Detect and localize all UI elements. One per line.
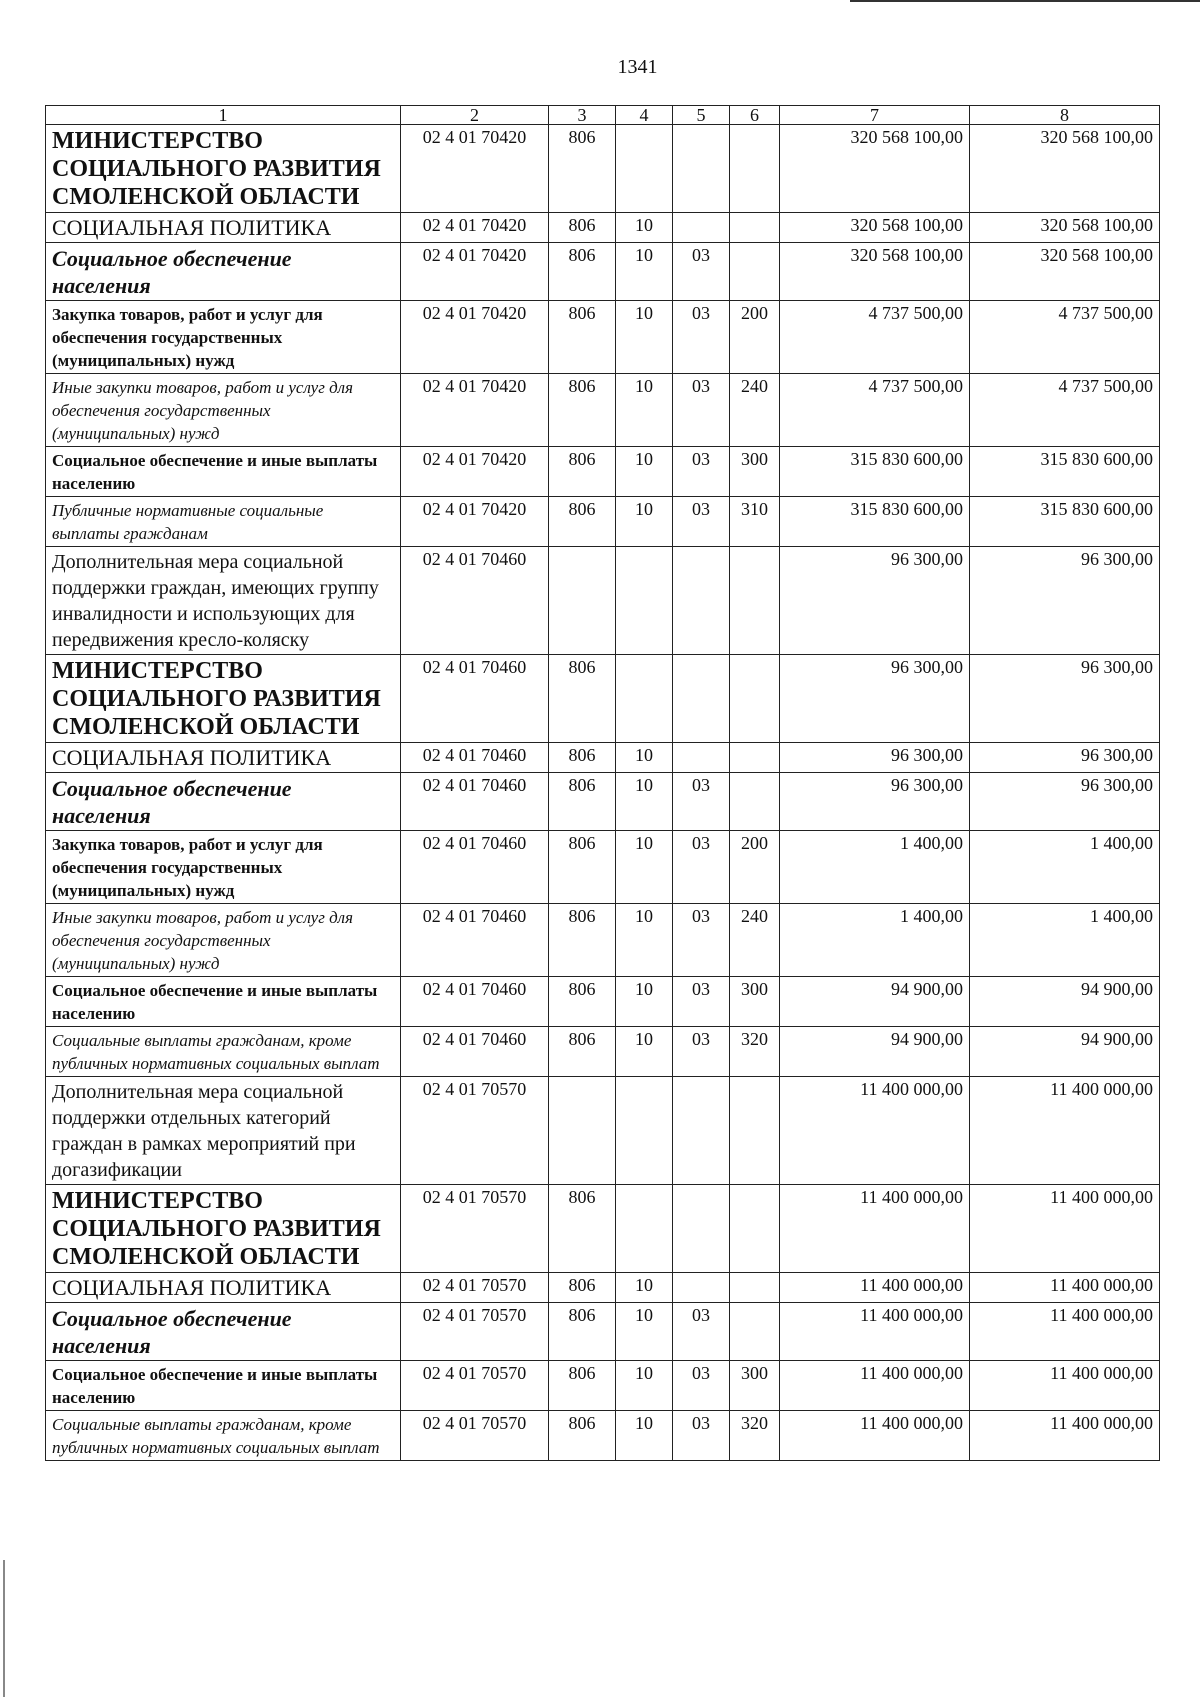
row-name: Дополнительная мера социальной поддержки отдельных категорий граждан в рамках мероприятий при догазификации (46, 1077, 401, 1185)
row-vid-rashodov: 320 (730, 1027, 780, 1077)
row-grbs (549, 547, 616, 655)
row-sum-year2: 320 568 100,00 (970, 125, 1160, 213)
row-grbs: 806 (549, 1303, 616, 1361)
row-name: Публичные нормативные социальные выплаты гражданам (46, 497, 401, 547)
row-sum-year2: 4 737 500,00 (970, 301, 1160, 374)
row-sum-year1: 11 400 000,00 (780, 1273, 970, 1303)
row-razdel: 10 (616, 374, 673, 447)
row-sum-year1: 4 737 500,00 (780, 301, 970, 374)
row-grbs: 806 (549, 497, 616, 547)
row-grbs: 806 (549, 1185, 616, 1273)
row-code: 02 4 01 70460 (401, 743, 549, 773)
row-sum-year1: 96 300,00 (780, 743, 970, 773)
row-name: Социальное обеспечение и иные выплаты населению (46, 1361, 401, 1411)
row-name: Иные закупки товаров, работ и услуг для обеспечения государственных (муниципальных) нужд (46, 904, 401, 977)
row-code: 02 4 01 70570 (401, 1273, 549, 1303)
row-sum-year2: 1 400,00 (970, 831, 1160, 904)
row-vid-rashodov (730, 547, 780, 655)
row-vid-rashodov (730, 1185, 780, 1273)
row-sum-year2: 96 300,00 (970, 655, 1160, 743)
header-cell-2: 2 (401, 106, 549, 125)
row-code: 02 4 01 70570 (401, 1411, 549, 1461)
row-razdel: 10 (616, 213, 673, 243)
table-row (46, 904, 1160, 977)
row-code: 02 4 01 70460 (401, 904, 549, 977)
table-row (46, 374, 1160, 447)
row-grbs: 806 (549, 1411, 616, 1461)
row-sum-year2: 11 400 000,00 (970, 1273, 1160, 1303)
row-sum-year1: 94 900,00 (780, 1027, 970, 1077)
row-razdel: 10 (616, 977, 673, 1027)
table-row (46, 1361, 1160, 1411)
row-code: 02 4 01 70570 (401, 1077, 549, 1185)
row-vid-rashodov (730, 773, 780, 831)
table-row (46, 977, 1160, 1027)
row-sum-year1: 11 400 000,00 (780, 1077, 970, 1185)
row-sum-year2: 94 900,00 (970, 1027, 1160, 1077)
row-vid-rashodov: 300 (730, 1361, 780, 1411)
scan-edge-top (850, 0, 1200, 2)
row-code: 02 4 01 70460 (401, 773, 549, 831)
table-row (46, 1027, 1160, 1077)
row-podrazdel: 03 (673, 1361, 730, 1411)
row-name: Иные закупки товаров, работ и услуг для обеспечения государственных (муниципальных) нужд (46, 374, 401, 447)
row-vid-rashodov (730, 213, 780, 243)
header-cell-4: 4 (616, 106, 673, 125)
row-vid-rashodov: 320 (730, 1411, 780, 1461)
header-cell-3: 3 (549, 106, 616, 125)
row-podrazdel (673, 1273, 730, 1303)
row-podrazdel: 03 (673, 374, 730, 447)
row-sum-year2: 1 400,00 (970, 904, 1160, 977)
row-name: Социальное обеспечение населения (46, 1303, 401, 1361)
table-row (46, 743, 1160, 773)
row-grbs (549, 1077, 616, 1185)
row-razdel (616, 655, 673, 743)
row-sum-year1: 320 568 100,00 (780, 243, 970, 301)
row-podrazdel: 03 (673, 1411, 730, 1461)
row-sum-year1: 94 900,00 (780, 977, 970, 1027)
row-razdel: 10 (616, 1303, 673, 1361)
row-code: 02 4 01 70460 (401, 831, 549, 904)
row-name: Закупка товаров, работ и услуг для обеспечения государственных (муниципальных) нужд (46, 301, 401, 374)
row-grbs: 806 (549, 977, 616, 1027)
row-code: 02 4 01 70420 (401, 213, 549, 243)
row-name: МИНИСТЕРСТВО СОЦИАЛЬНОГО РАЗВИТИЯ СМОЛЕНСКОЙ ОБЛАСТИ (46, 655, 401, 743)
row-vid-rashodov: 240 (730, 904, 780, 977)
table-row (46, 1411, 1160, 1461)
row-grbs: 806 (549, 1361, 616, 1411)
row-sum-year2: 94 900,00 (970, 977, 1160, 1027)
row-podrazdel: 03 (673, 497, 730, 547)
row-grbs: 806 (549, 213, 616, 243)
row-code: 02 4 01 70420 (401, 374, 549, 447)
row-vid-rashodov (730, 243, 780, 301)
row-grbs: 806 (549, 243, 616, 301)
table-row (46, 655, 1160, 743)
row-podrazdel: 03 (673, 977, 730, 1027)
row-razdel (616, 1185, 673, 1273)
row-grbs: 806 (549, 655, 616, 743)
row-sum-year1: 315 830 600,00 (780, 447, 970, 497)
row-name: МИНИСТЕРСТВО СОЦИАЛЬНОГО РАЗВИТИЯ СМОЛЕНСКОЙ ОБЛАСТИ (46, 125, 401, 213)
row-podrazdel: 03 (673, 301, 730, 374)
row-code: 02 4 01 70420 (401, 243, 549, 301)
row-sum-year1: 11 400 000,00 (780, 1185, 970, 1273)
row-podrazdel (673, 1077, 730, 1185)
page-number: 1341 (617, 56, 658, 78)
row-sum-year2: 11 400 000,00 (970, 1411, 1160, 1461)
header-cell-5: 5 (673, 106, 730, 125)
table-row (46, 1077, 1160, 1185)
row-razdel (616, 125, 673, 213)
row-sum-year1: 320 568 100,00 (780, 125, 970, 213)
row-code: 02 4 01 70420 (401, 125, 549, 213)
row-vid-rashodov (730, 743, 780, 773)
row-code: 02 4 01 70420 (401, 301, 549, 374)
row-sum-year1: 11 400 000,00 (780, 1411, 970, 1461)
table-row (46, 497, 1160, 547)
row-razdel: 10 (616, 243, 673, 301)
row-name: Закупка товаров, работ и услуг для обеспечения государственных (муниципальных) нужд (46, 831, 401, 904)
row-sum-year2: 96 300,00 (970, 773, 1160, 831)
row-razdel: 10 (616, 831, 673, 904)
row-sum-year2: 11 400 000,00 (970, 1185, 1160, 1273)
row-name: Социальное обеспечение и иные выплаты населению (46, 977, 401, 1027)
row-sum-year2: 320 568 100,00 (970, 213, 1160, 243)
row-podrazdel (673, 125, 730, 213)
row-code: 02 4 01 70570 (401, 1185, 549, 1273)
header-cell-7: 7 (780, 106, 970, 125)
row-sum-year2: 315 830 600,00 (970, 447, 1160, 497)
row-podrazdel: 03 (673, 773, 730, 831)
row-vid-rashodov: 300 (730, 447, 780, 497)
row-code: 02 4 01 70570 (401, 1361, 549, 1411)
row-sum-year2: 4 737 500,00 (970, 374, 1160, 447)
row-podrazdel (673, 743, 730, 773)
row-sum-year2: 11 400 000,00 (970, 1303, 1160, 1361)
row-name: СОЦИАЛЬНАЯ ПОЛИТИКА (46, 213, 401, 243)
row-code: 02 4 01 70420 (401, 497, 549, 547)
row-podrazdel (673, 547, 730, 655)
header-cell-8: 8 (970, 106, 1160, 125)
row-name: Социальное обеспечение населения (46, 243, 401, 301)
row-name: Социальное обеспечение и иные выплаты населению (46, 447, 401, 497)
row-razdel: 10 (616, 1273, 673, 1303)
row-razdel: 10 (616, 773, 673, 831)
row-sum-year1: 96 300,00 (780, 655, 970, 743)
table-row (46, 1185, 1160, 1273)
row-vid-rashodov: 240 (730, 374, 780, 447)
row-vid-rashodov (730, 125, 780, 213)
row-razdel: 10 (616, 447, 673, 497)
row-podrazdel: 03 (673, 1303, 730, 1361)
row-sum-year2: 320 568 100,00 (970, 243, 1160, 301)
row-sum-year2: 315 830 600,00 (970, 497, 1160, 547)
row-sum-year1: 11 400 000,00 (780, 1303, 970, 1361)
row-sum-year2: 96 300,00 (970, 743, 1160, 773)
row-grbs: 806 (549, 125, 616, 213)
row-razdel (616, 1077, 673, 1185)
row-podrazdel: 03 (673, 904, 730, 977)
table-row (46, 1303, 1160, 1361)
row-podrazdel: 03 (673, 243, 730, 301)
row-code: 02 4 01 70460 (401, 977, 549, 1027)
row-vid-rashodov: 200 (730, 301, 780, 374)
row-razdel: 10 (616, 301, 673, 374)
row-vid-rashodov (730, 655, 780, 743)
row-sum-year1: 11 400 000,00 (780, 1361, 970, 1411)
row-code: 02 4 01 70460 (401, 1027, 549, 1077)
row-podrazdel (673, 655, 730, 743)
row-razdel: 10 (616, 904, 673, 977)
row-code: 02 4 01 70420 (401, 447, 549, 497)
scan-edge-left (3, 1560, 5, 1697)
budget-table (45, 105, 1160, 1461)
header-cell-6: 6 (730, 106, 780, 125)
row-grbs: 806 (549, 374, 616, 447)
row-podrazdel (673, 213, 730, 243)
row-vid-rashodov: 310 (730, 497, 780, 547)
row-sum-year1: 1 400,00 (780, 831, 970, 904)
row-sum-year2: 11 400 000,00 (970, 1077, 1160, 1185)
row-grbs: 806 (549, 831, 616, 904)
row-razdel: 10 (616, 497, 673, 547)
row-vid-rashodov (730, 1077, 780, 1185)
row-grbs: 806 (549, 1027, 616, 1077)
row-name: Социальные выплаты гражданам, кроме публичных нормативных социальных выплат (46, 1027, 401, 1077)
row-grbs: 806 (549, 904, 616, 977)
row-code: 02 4 01 70460 (401, 547, 549, 655)
row-grbs: 806 (549, 773, 616, 831)
row-sum-year1: 320 568 100,00 (780, 213, 970, 243)
row-sum-year1: 4 737 500,00 (780, 374, 970, 447)
table-row (46, 547, 1160, 655)
row-name: МИНИСТЕРСТВО СОЦИАЛЬНОГО РАЗВИТИЯ СМОЛЕНСКОЙ ОБЛАСТИ (46, 1185, 401, 1273)
row-razdel: 10 (616, 743, 673, 773)
table-row (46, 213, 1160, 243)
row-code: 02 4 01 70460 (401, 655, 549, 743)
row-name: Социальное обеспечение населения (46, 773, 401, 831)
row-sum-year1: 96 300,00 (780, 547, 970, 655)
row-vid-rashodov (730, 1303, 780, 1361)
table-row (46, 773, 1160, 831)
row-name: Дополнительная мера социальной поддержки граждан, имеющих группу инвалидности и использующих для передвижения кресло-коляску (46, 547, 401, 655)
row-name: СОЦИАЛЬНАЯ ПОЛИТИКА (46, 743, 401, 773)
row-grbs: 806 (549, 301, 616, 374)
row-razdel: 10 (616, 1361, 673, 1411)
row-sum-year2: 96 300,00 (970, 547, 1160, 655)
table-row (46, 243, 1160, 301)
row-razdel: 10 (616, 1411, 673, 1461)
row-name: СОЦИАЛЬНАЯ ПОЛИТИКА (46, 1273, 401, 1303)
header-row (46, 106, 1160, 125)
row-code: 02 4 01 70570 (401, 1303, 549, 1361)
row-sum-year1: 96 300,00 (780, 773, 970, 831)
row-razdel: 10 (616, 1027, 673, 1077)
row-vid-rashodov: 200 (730, 831, 780, 904)
row-grbs: 806 (549, 743, 616, 773)
table-row (46, 447, 1160, 497)
row-vid-rashodov (730, 1273, 780, 1303)
row-sum-year1: 315 830 600,00 (780, 497, 970, 547)
row-podrazdel: 03 (673, 1027, 730, 1077)
row-vid-rashodov: 300 (730, 977, 780, 1027)
header-cell-1: 1 (46, 106, 401, 125)
row-grbs: 806 (549, 447, 616, 497)
row-podrazdel (673, 1185, 730, 1273)
row-grbs: 806 (549, 1273, 616, 1303)
row-podrazdel: 03 (673, 447, 730, 497)
row-razdel (616, 547, 673, 655)
row-name: Социальные выплаты гражданам, кроме публичных нормативных социальных выплат (46, 1411, 401, 1461)
table-row (46, 831, 1160, 904)
table-row (46, 301, 1160, 374)
row-sum-year2: 11 400 000,00 (970, 1361, 1160, 1411)
table-row (46, 1273, 1160, 1303)
table-row (46, 125, 1160, 213)
row-podrazdel: 03 (673, 831, 730, 904)
row-sum-year1: 1 400,00 (780, 904, 970, 977)
